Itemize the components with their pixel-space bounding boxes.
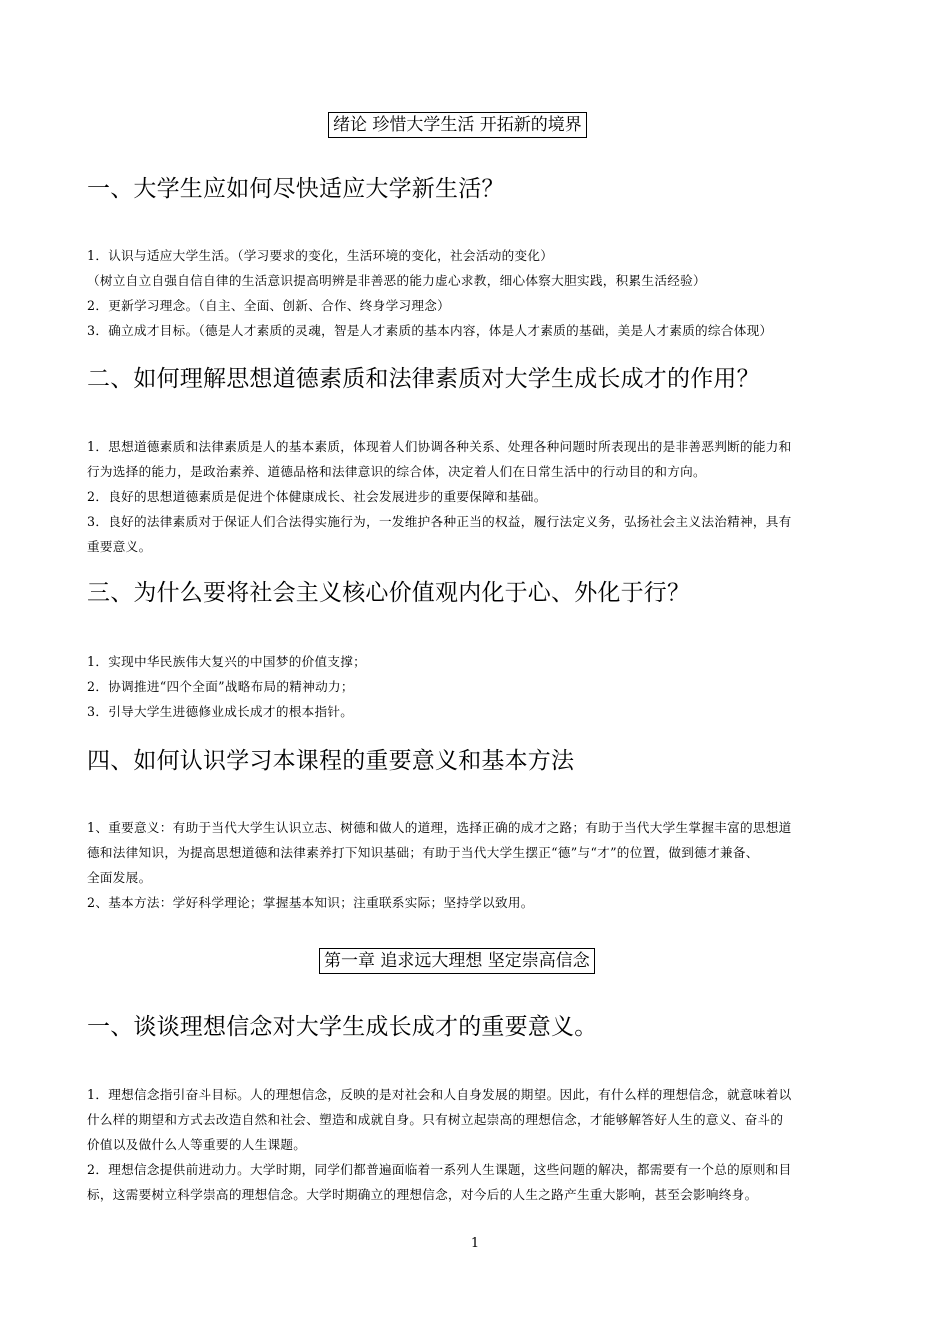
answer-line: 1．思想道德素质和法律素质是人的基本素质，体现着人们协调各种关系、处理各种问题时所表现出的是非善恶判断的能力和 bbox=[87, 439, 792, 454]
answer-line: 1、重要意义：有助于当代大学生认识立志、树德和做人的道理，选择正确的成才之路；有助于当代大学生掌握丰富的思想道 bbox=[87, 820, 792, 835]
answer-block bbox=[87, 434, 877, 559]
answer-block bbox=[87, 243, 877, 343]
page-number: 1 bbox=[470, 1236, 480, 1251]
chapter-title-box: 第一章 追求远大理想 坚定崇高信念 bbox=[319, 948, 595, 974]
answer-line: 2．良好的思想道德素质是促进个体健康成长、社会发展进步的重要保障和基础。 bbox=[87, 489, 547, 504]
chapter-title-box: 绪论 珍惜大学生活 开拓新的境界 bbox=[328, 112, 587, 138]
answer-line: 3．良好的法律素质对于保证人们合法得实施行为，一发维护各种正当的权益，履行法定义务，弘扬社会主义法治精神，具有 bbox=[87, 514, 792, 529]
answer-line: 1．理想信念指引奋斗目标。人的理想信念，反映的是对社会和人自身发展的期望。因此，有什么样的理想信念，就意味着以 bbox=[87, 1087, 792, 1102]
answer-block bbox=[87, 649, 877, 724]
answer-line: 2．更新学习理念。（自主、全面、创新、合作、终身学习理念） bbox=[87, 298, 451, 313]
answer-block bbox=[87, 1082, 877, 1207]
answer-line: 1．认识与适应大学生活。（学习要求的变化，生活环境的变化，社会活动的变化） bbox=[87, 248, 554, 263]
question-heading: 一、大学生应如何尽快适应大学新生活？ bbox=[87, 176, 505, 202]
question-heading: 三、为什么要将社会主义核心价值观内化于心、外化于行？ bbox=[87, 580, 691, 606]
answer-line: （树立自立自强自信自律的生活意识提高明辨是非善恶的能力虚心求教，细心体察大胆实践，积累生活经验） bbox=[87, 273, 706, 288]
answer-line: 2．理想信念提供前进动力。大学时期，同学们都普遍面临着一系列人生课题，这些问题的解决，都需要有一个总的原则和目 bbox=[87, 1162, 792, 1177]
answer-line: 重要意义。 bbox=[87, 539, 152, 554]
answer-line: 2．协调推进“四个全面”战略布局的精神动力； bbox=[87, 679, 354, 694]
answer-line: 什么样的期望和方式去改造自然和社会、塑造和成就自身。只有树立起崇高的理想信念，才能够解答好人生的意义、奋斗的 bbox=[87, 1112, 784, 1127]
answer-line: 行为选择的能力，是政治素养、道德品格和法律意识的综合体，决定着人们在日常生活中的行动目的和方向。 bbox=[87, 464, 706, 479]
answer-line: 2、基本方法：学好科学理论；掌握基本知识；注重联系实际；坚持学以致用。 bbox=[87, 895, 534, 910]
question-heading: 二、如何理解思想道德素质和法律素质对大学生成长成才的作用？ bbox=[87, 366, 760, 392]
answer-line: 3．引导大学生进德修业成长成才的根本指针。 bbox=[87, 704, 354, 719]
question-heading: 四、如何认识学习本课程的重要意义和基本方法 bbox=[87, 748, 575, 774]
answer-line: 德和法律知识，为提高思想道德和法律素养打下知识基础；有助于当代大学生摆正“德”与“才”的位置，做到德才兼备、 bbox=[87, 845, 759, 860]
answer-line: 价值以及做什么人等重要的人生课题。 bbox=[87, 1137, 307, 1152]
answer-line: 全面发展。 bbox=[87, 870, 152, 885]
answer-line: 标，这需要树立科学崇高的理想信念。大学时期确立的理想信念，对今后的人生之路产生重大影响，甚至会影响终身。 bbox=[87, 1187, 758, 1202]
question-heading: 一、谈谈理想信念对大学生成长成才的重要意义。 bbox=[87, 1014, 598, 1040]
answer-block bbox=[87, 815, 877, 915]
answer-line: 3．确立成才目标。（德是人才素质的灵魂，智是人才素质的基本内容，体是人才素质的基础，美是人才素质的综合体现） bbox=[87, 323, 773, 338]
answer-line: 1．实现中华民族伟大复兴的中国梦的价值支撑； bbox=[87, 654, 367, 669]
